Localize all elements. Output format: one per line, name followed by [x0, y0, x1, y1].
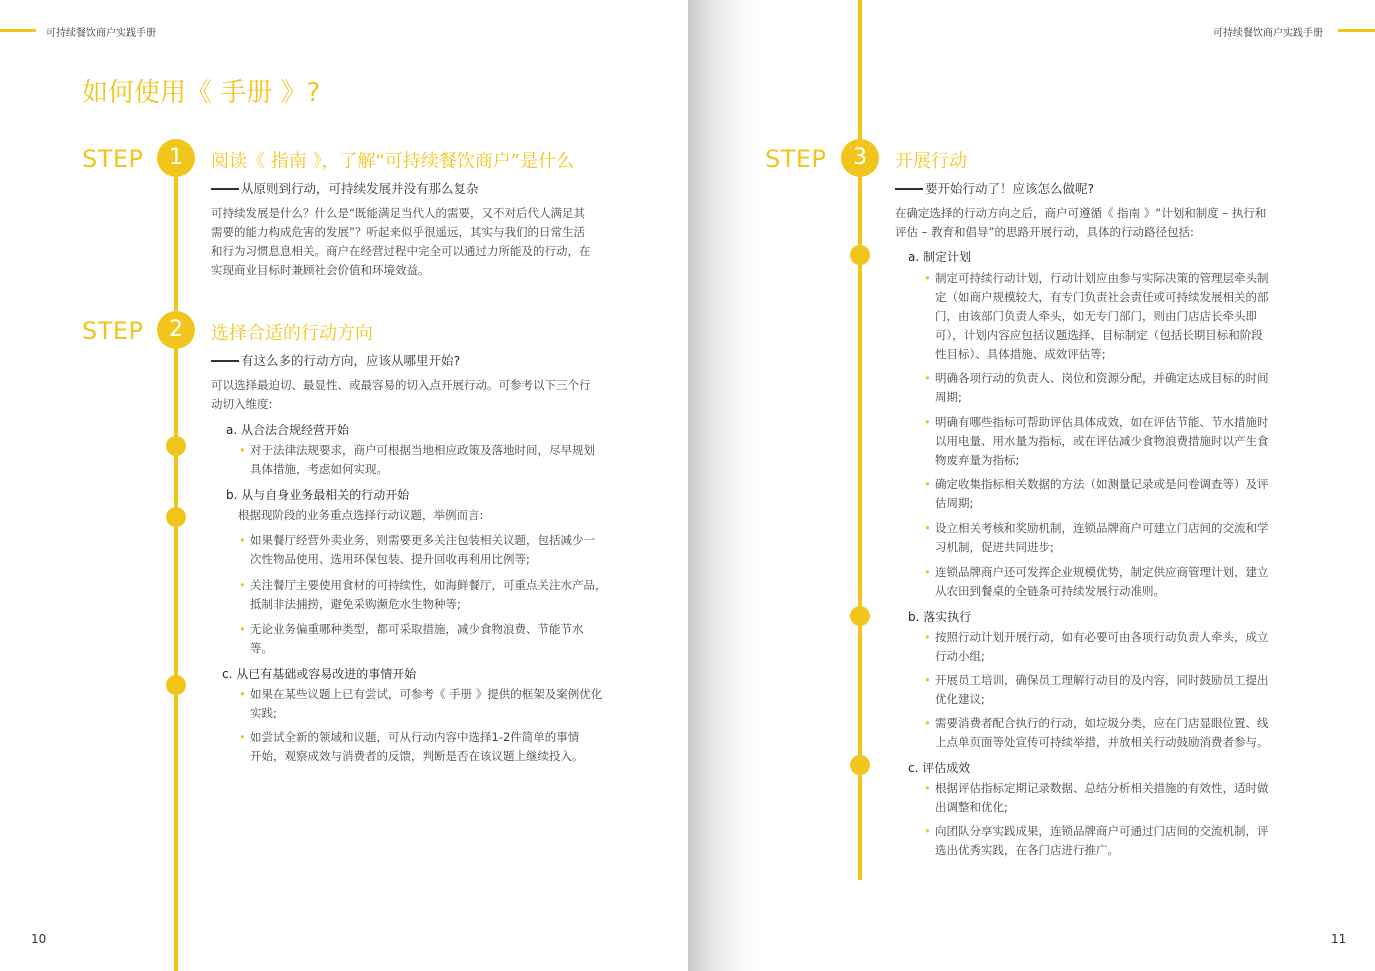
dash-decoration: [211, 360, 239, 362]
dash-decoration: [211, 188, 239, 190]
bullet-line: 开展员工培训，确保员工理解行动目的及内容，同时鼓励员工提出: [935, 673, 1269, 687]
para-line: 动切入维度:: [211, 397, 273, 411]
step-number-badge: 3: [841, 139, 879, 177]
bullet-item: [239, 531, 630, 569]
bullet-line: 确定收集指标相关数据的方法（如测量记录或是问卷调查等）及评: [935, 477, 1269, 491]
bullet-icon: •: [239, 578, 246, 592]
step-paragraph: [211, 376, 631, 414]
bullet-item: [239, 685, 630, 723]
section-label: a. 从合法合规经营开始: [226, 423, 349, 437]
bullet-item: [924, 413, 1305, 470]
section-label: b. 从与自身业务最相关的行动开始: [226, 488, 410, 502]
bullet-item: [239, 441, 630, 479]
timeline-line: [858, 0, 862, 880]
bullet-line: 如果在某些议题上已有尝试，可参考《 手册 》提供的框架及案例优化: [250, 687, 603, 701]
bullet-line: 明确各项行动的负责人、岗位和资源分配，并确定达成目标的时间: [935, 371, 1269, 385]
bullet-line: 门，由该部门负责人牵头，如无专门部门，则由门店店长牵头即: [935, 309, 1257, 323]
bullet-item: [924, 822, 1305, 860]
bullet-line: 明确有哪些指标可帮助评估具体成效，如在评估节能、节水措施时: [935, 415, 1269, 429]
bullet-line: 对于法律法规要求，商户可根据当地相应政策及落地时间，尽早规划: [250, 443, 595, 457]
bullet-line: 具体措施，考虑如何实现。: [250, 462, 388, 476]
timeline-dot: [850, 245, 870, 265]
bullet-item: [924, 519, 1305, 557]
bullet-line: 次性物品使用、选用环保包装、提升回收再利用比例等;: [250, 552, 530, 566]
bullet-item: [239, 620, 630, 658]
para-line: 在确定选择的行动方向之后，商户可遵循《 指南 》“计划和制度 – 执行和: [895, 206, 1267, 220]
bullet-line: 关注餐厅主要使用食材的可持续性，如海鲜餐厅，可重点关注水产品，: [250, 578, 607, 592]
para-line: 需要的能力构成危害的发展”？听起来似乎很遥远，其实与我们的日常生活: [211, 225, 585, 239]
bullet-line: 出调整和优化;: [935, 800, 1008, 814]
bullet-icon: •: [924, 477, 931, 491]
para-line: 可以选择最迫切、最显性、或最容易的切入点开展行动。可参考以下三个行: [211, 378, 591, 392]
bullet-item: [924, 269, 1305, 364]
step-label: STEP: [82, 317, 144, 345]
bullet-icon: •: [239, 622, 246, 636]
header-accent-bar: [0, 29, 36, 32]
para-line: 和行为习惯息息相关。商户在经营过程中完全可以通过力所能及的行动，在: [211, 244, 591, 258]
bullet-line: 设立相关考核和奖励机制，连锁品牌商户可建立门店间的交流和学: [935, 521, 1269, 535]
bullet-item: [924, 563, 1305, 601]
bullet-line: 需要消费者配合执行的行动，如垃圾分类，应在门店显眼位置、线: [935, 716, 1269, 730]
step-label: STEP: [765, 145, 827, 173]
page-title: 如何使用《 手册 》?: [82, 78, 321, 108]
bullet-item: [924, 714, 1305, 752]
para-line: 可持续发展是什么？什么是“既能满足当代人的需要，又不对后代人满足其: [211, 206, 585, 220]
bullet-line: 抵制非法捕捞，避免采购濒危水生物种等;: [250, 597, 461, 611]
bullet-item: [239, 728, 630, 766]
page-number: 10: [31, 932, 47, 946]
step-paragraph: [895, 204, 1315, 242]
section-label: b. 落实执行: [908, 610, 972, 624]
bullet-line: 向团队分享实践成果，连锁品牌商户可通过门店间的交流机制，评: [935, 824, 1269, 838]
header-title: 可持续餐饮商户实践手册: [46, 28, 156, 39]
bullet-line: 按照行动计划开展行动，如有必要可由各项行动负责人牵头，成立: [935, 630, 1269, 644]
right-page: [688, 0, 1375, 971]
bullet-line: 以用电量、用水量为指标，或在评估减少食物浪费措施时以产生食: [935, 434, 1269, 448]
bullet-line: 如尝试全新的领域和议题，可从行动内容中选择1-2件简单的事情: [250, 730, 580, 744]
step-subtitle-text: 有这么多的行动方向，应该从哪里开始?: [241, 353, 461, 368]
timeline-dot: [166, 436, 186, 456]
dash-decoration: [895, 188, 923, 190]
bullet-icon: •: [924, 415, 931, 429]
step-label: STEP: [82, 145, 144, 173]
bullet-icon: •: [924, 824, 931, 838]
bullet-icon: •: [924, 716, 931, 730]
para-line: 评估 – 教育和倡导”的思路开展行动，具体的行动路径包括:: [895, 225, 1194, 239]
bullet-line: 根据评估指标定期记录数据、总结分析相关措施的有效性，适时做: [935, 781, 1269, 795]
bullet-icon: •: [239, 730, 246, 744]
page-gutter-shadow: [688, 0, 758, 971]
step-subtitle: [211, 179, 479, 197]
step-subtitle-text: 要开始行动了！应该怎么做呢?: [925, 181, 1095, 196]
bullet-icon: •: [924, 271, 931, 285]
bullet-line: 习机制，促进共同进步;: [935, 540, 1054, 554]
page-number: 11: [1331, 932, 1347, 946]
step-title: 阅读《 指南 》，了解“可持续餐饮商户”是什么: [211, 151, 575, 172]
timeline-line: [174, 158, 178, 971]
bullet-item: [239, 576, 630, 614]
section-label: a. 制定计划: [908, 250, 971, 264]
timeline-dot: [850, 606, 870, 626]
bullet-line: 可），计划内容应包括议题选择、目标制定（包括长期目标和阶段: [935, 328, 1263, 342]
bullet-icon: •: [239, 533, 246, 547]
bullet-line: 周期;: [935, 390, 962, 404]
step-paragraph: [211, 204, 631, 280]
bullet-item: [924, 475, 1305, 513]
bullet-line: 开始，观察成效与消费者的反馈，判断是否在该议题上继续投入。: [250, 749, 584, 763]
header-title: 可持续餐饮商户实践手册: [1213, 28, 1323, 39]
bullet-icon: •: [924, 521, 931, 535]
bullet-line: 定（如商户规模较大，有专门负责社会责任或可持续发展相关的部: [935, 290, 1269, 304]
bullet-icon: •: [924, 565, 931, 579]
bullet-line: 无论业务偏重哪种类型，都可采取措施，减少食物浪费、节能节水: [250, 622, 584, 636]
bullet-icon: •: [924, 371, 931, 385]
bullet-line: 从农田到餐桌的全链条可持续发展行动准则。: [935, 584, 1165, 598]
bullet-line: 上点单页面等处宣传可持续举措，并放相关行动鼓励消费者参与。: [935, 735, 1269, 749]
step-subtitle: [895, 179, 1094, 197]
section-label: c. 从已有基础或容易改进的事情开始: [222, 667, 417, 681]
bullet-item: [924, 369, 1305, 407]
timeline-dot: [166, 507, 186, 527]
bullet-icon: •: [239, 687, 246, 701]
section-intro: 根据现阶段的业务重点选择行动议题，举例而言:: [238, 508, 484, 522]
bullet-icon: •: [924, 781, 931, 795]
para-line: 实现商业目标时兼顾社会价值和环境效益。: [211, 263, 430, 277]
step-title: 开展行动: [895, 151, 967, 172]
step-number-badge: 1: [157, 139, 195, 177]
bullet-line: 等。: [250, 641, 273, 655]
bullet-item: [924, 628, 1305, 666]
bullet-icon: •: [924, 673, 931, 687]
step-number-badge: 2: [157, 311, 195, 349]
section-label: c. 评估成效: [908, 761, 971, 775]
bullet-item: [924, 779, 1305, 817]
bullet-line: 性目标）、具体措施、成效评估等;: [935, 347, 1106, 361]
bullet-line: 选出优秀实践，在各门店进行推广。: [935, 843, 1119, 857]
bullet-line: 估周期;: [935, 496, 974, 510]
bullet-line: 连锁品牌商户还可发挥企业规模优势，制定供应商管理计划，建立: [935, 565, 1269, 579]
timeline-dot: [166, 675, 186, 695]
bullet-line: 物废弃量为指标;: [935, 453, 1020, 467]
header-accent-bar: [1338, 29, 1375, 32]
bullet-line: 实践;: [250, 706, 277, 720]
timeline-dot: [850, 755, 870, 775]
step-title: 选择合适的行动方向: [211, 323, 373, 344]
bullet-line: 如果餐厅经营外卖业务，则需要更多关注包装相关议题，包括减少一: [250, 533, 595, 547]
bullet-line: 行动小组;: [935, 649, 985, 663]
bullet-line: 制定可持续行动计划，行动计划应由参与实际决策的管理层牵头制: [935, 271, 1269, 285]
step-subtitle-text: 从原则到行动，可持续发展并没有那么复杂: [241, 181, 479, 196]
bullet-line: 优化建议;: [935, 692, 985, 706]
bullet-item: [924, 671, 1305, 709]
bullet-icon: •: [239, 443, 246, 457]
step-subtitle: [211, 351, 460, 369]
bullet-icon: •: [924, 630, 931, 644]
